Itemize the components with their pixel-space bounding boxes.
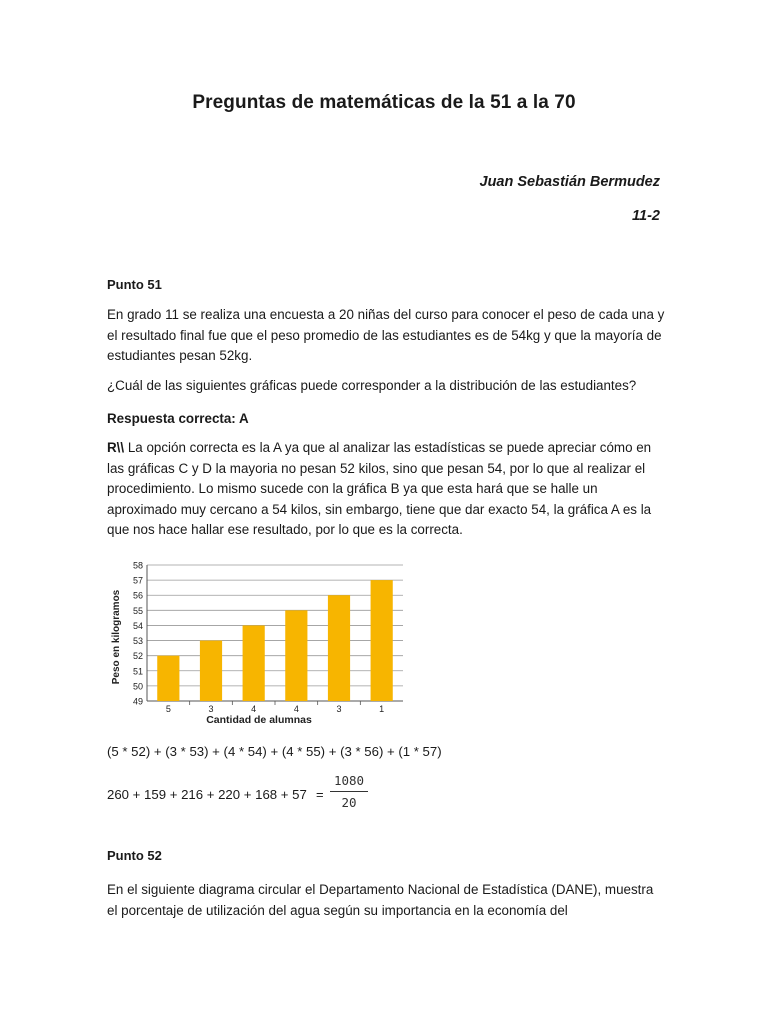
fraction: [326, 773, 372, 813]
heading-punto-52: Punto 52: [107, 848, 162, 863]
x-tick-label: 3: [208, 704, 214, 714]
x-tick-label: 4: [293, 704, 299, 714]
explanation-paragraph: [107, 438, 667, 541]
x-tick-label: 4: [251, 704, 257, 714]
y-tick-label: 53: [132, 636, 143, 647]
y-tick-label: 50: [132, 681, 143, 692]
group-label: 11-2: [632, 208, 660, 224]
bar: [243, 625, 265, 701]
y-tick-label: 52: [132, 651, 143, 662]
statement-punto-52: En el siguiente diagrama circular el Departamento Nacional de Estadística (DANE), muestra el porcentaje de utilización del agua según su importancia en la economía del: [107, 882, 654, 918]
bar: [200, 641, 222, 701]
bar: [285, 610, 307, 701]
y-tick-label: 54: [132, 620, 143, 631]
x-tick-label: 3: [336, 704, 342, 714]
y-axis-label: Peso en kilogramos: [111, 589, 122, 685]
y-tick-label: 49: [132, 696, 143, 707]
author-name: Juan Sebastián Bermudez: [479, 174, 660, 190]
x-tick-label: 1: [379, 704, 385, 714]
y-tick-label: 56: [132, 590, 143, 601]
page-title: Preguntas de matemáticas de la 51 a la 70: [192, 92, 576, 113]
y-tick-label: 57: [132, 575, 143, 586]
y-tick-label: 51: [132, 666, 143, 677]
y-tick-label: 58: [132, 560, 143, 571]
weight-bar-chart: [107, 553, 407, 725]
heading-punto-51: Punto 51: [107, 277, 162, 292]
formula-sum: 260 + 159 + 216 + 220 + 168 + 57: [107, 787, 307, 802]
fraction-numerator: 1080: [333, 773, 365, 788]
formula-products: (5 * 52) + (3 * 53) + (4 * 54) + (4 * 55) + (3 * 56) + (1 * 57): [107, 744, 442, 759]
answer-marker: R\\: [107, 440, 125, 455]
correct-answer: Respuesta correcta: A: [107, 411, 249, 426]
statement-punto-51: En grado 11 se realiza una encuesta a 20 niñas del curso para conocer el peso de cada una y el resultado final fue que el peso promedio de las estudiantes es de 54kg y que la mayoría de estudiantes pesan 52kg.: [107, 307, 665, 363]
x-tick-label: 5: [165, 704, 171, 714]
y-tick-label: 55: [132, 605, 143, 616]
bar: [371, 580, 393, 701]
bar: [328, 595, 350, 701]
bar: [157, 656, 179, 701]
question-punto-51: ¿Cuál de las siguientes gráficas puede corresponder a la distribución de las estudiantes?: [107, 378, 637, 393]
x-axis-label: Cantidad de alumnas: [206, 714, 312, 725]
fraction-denominator: 20: [341, 795, 357, 810]
fraction-bar: [330, 791, 368, 792]
equals-sign: =: [316, 787, 324, 802]
explanation-text: La opción correcta es la A ya que al analizar las estadísticas se puede apreciar cómo en las gráficas C y D la mayoria no pesan 52 kilos, sino que pesan 54, por lo que al realizar el procedimiento. Lo mismo sucede con la gráfica B ya que esta hará que se halle un aproximado muy cercano a 54 kilos, sin embargo, tiene que dar exacto 54, la gráfica A es la que nos hace hallar ese resultado, por lo que es la correcta.: [107, 440, 652, 537]
